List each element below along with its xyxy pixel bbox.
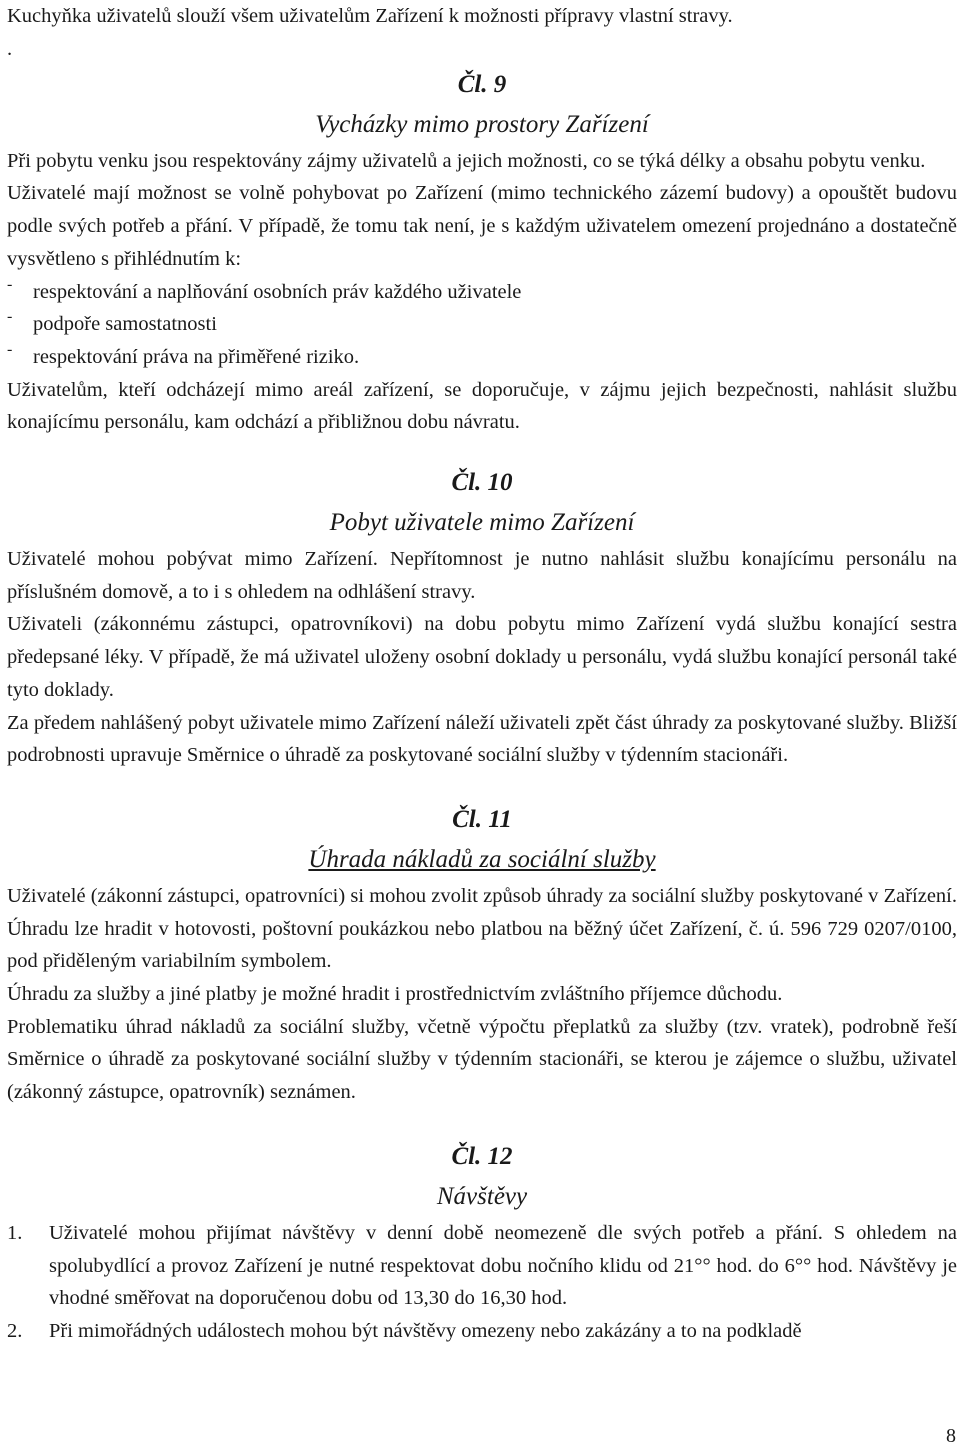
article-9-paragraph-2: Uživatelé mají možnost se volně pohybovat po Zařízení (mimo technického zázemí budovy) a opouštět budovu podle svých potřeb a přání. V případě, že tomu tak není, je s každým uživatelem omezení projednáno a dostatečně vysvětleno s přihlédnutím k: bbox=[7, 182, 957, 270]
list-item bbox=[7, 1217, 957, 1315]
list-item bbox=[7, 1315, 957, 1348]
article-10-title: Pobyt uživatele mimo Zařízení bbox=[329, 509, 635, 537]
article-12-title: Návštěvy bbox=[436, 1182, 528, 1210]
kitchen-paragraph: Kuchyňka uživatelů slouží všem uživatelům Zařízení k možnosti přípravy vlastní stravy. bbox=[7, 5, 733, 27]
list-number: 2. bbox=[7, 1319, 23, 1342]
list-item-text: Uživatelé mohou přijímat návštěvy v denní době neomezeně dle svých potřeb a přání. S ohledem na spolubydlící a provoz Zařízení je nutné respektovat dobu nočního klidu od 21°° hod. do 6°° hod. Návštěvy je vhodné směřovat na doporučenou dobu od 13,30 do 16,30 hod. bbox=[49, 1221, 957, 1310]
article-11-paragraph-3: Problematiku úhrad nákladů za sociální služby, včetně výpočtu přeplatků za služby (tzv. vratek), podrobně řeší Směrnice o úhradě za poskytované sociální služby v týdenním stacionáři, se kterou je zájemce o službu, uživatel (zákonný zástupce, opatrovník) seznámen. bbox=[7, 1015, 957, 1104]
article-11-paragraph-2: Úhradu za služby a jiné platby je možné hradit i prostřednictvím zvláštního příjemce důchodu. bbox=[7, 983, 783, 1006]
document-page bbox=[7, 0, 957, 1348]
list-item-text: respektování a naplňování osobních práv každého uživatele bbox=[33, 280, 522, 303]
article-9-paragraph-1: Při pobytu venku jsou respektovány zájmy uživatelů a jejich možnosti, co se týká délky a obsahu pobytu venku. bbox=[7, 149, 926, 172]
list-marker: - bbox=[7, 275, 13, 293]
list-number: 1. bbox=[7, 1221, 23, 1244]
article-9-number: Čl. 9 bbox=[457, 70, 507, 98]
page-number: 8 bbox=[946, 1425, 956, 1447]
article-9-paragraph-3: Uživatelům, kteří odcházejí mimo areál zařízení, se doporučuje, v zájmu jejich bezpečnosti, nahlásit službu konajícímu personálu, kam odchází a přibližnou dobu návratu. bbox=[7, 378, 957, 434]
article-10-number: Čl. 10 bbox=[451, 469, 513, 497]
article-12-number: Čl. 12 bbox=[451, 1142, 513, 1170]
article-10-paragraph-2: Uživateli (zákonnému zástupci, opatrovníkovi) na dobu pobytu mimo Zařízení vydá službu konající sestra předepsané léky. V případě, že má uživatel uloženy osobní doklady u personálu, vydá službu konající personál také tyto doklady. bbox=[7, 613, 957, 701]
article-11-title: Úhrada nákladů za sociální služby bbox=[308, 845, 656, 873]
list-marker: - bbox=[7, 340, 13, 358]
list-item-text: respektování práva na přiměřené riziko. bbox=[33, 345, 360, 368]
list-marker: - bbox=[7, 308, 13, 326]
article-10-paragraph-1: Uživatelé mohou pobývat mimo Zařízení. Nepřítomnost je nutno nahlásit službu konajícímu personálu na příslušném domově, a to i s ohledem na odhlášení stravy. bbox=[7, 548, 957, 603]
article-10-paragraph-3: Za předem nahlášený pobyt uživatele mimo Zařízení náleží uživateli zpět část úhrady za poskytované služby. Bližší podrobnosti upravuje Směrnice o úhradě za poskytované sociální služby v týdenním stacionáři. bbox=[7, 711, 957, 767]
list-item bbox=[7, 341, 957, 374]
list-item bbox=[7, 276, 957, 309]
list-item bbox=[7, 308, 957, 341]
article-9-title: Vycházky mimo prostory Zařízení bbox=[315, 110, 649, 138]
list-item-text: Při mimořádných událostech mohou být návštěvy omezeny nebo zakázány a to na podkladě bbox=[49, 1319, 802, 1342]
article-11-paragraph-1: Uživatelé (zákonní zástupci, opatrovníci) si mohou zvolit způsob úhrady za sociální služby poskytované v Zařízení. Úhradu lze hradit v hotovosti, poštovní poukázkou nebo platbou na běžný účet Zařízení, č. ú. 596 729 0207/0100, pod přiděleným variabilním symbolem. bbox=[7, 884, 957, 973]
list-item-text: podpoře samostatnosti bbox=[33, 313, 217, 336]
article-11-number: Čl. 11 bbox=[452, 805, 512, 833]
visits-list bbox=[7, 1217, 957, 1348]
stray-dot: . bbox=[7, 37, 13, 60]
